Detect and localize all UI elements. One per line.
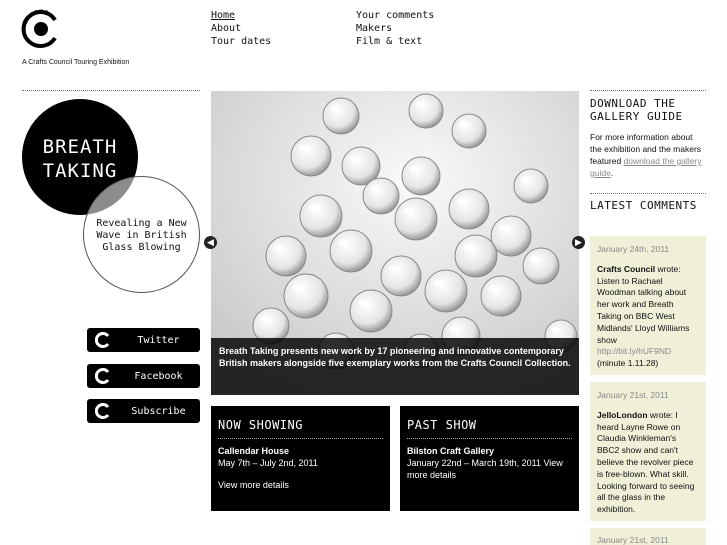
guide-heading: DOWNLOAD THE GALLERY GUIDE	[590, 97, 683, 123]
title-line-2: TAKING	[42, 160, 118, 182]
glass-bubble	[455, 235, 497, 277]
comment-item	[590, 382, 706, 521]
glass-bubble-highlight	[530, 256, 539, 261]
glass-bubble-highlight	[389, 265, 399, 271]
nav-tour-dates[interactable]: Tour dates	[211, 36, 272, 47]
past-show-heading: PAST SHOW	[407, 418, 572, 439]
divider-left	[22, 90, 200, 91]
glass-bubble-highlight	[459, 122, 468, 127]
comment-text: Listen to Rachael Woodman talking about her work and Breath Taking on BBC West Midlands' Lloyd Williams show	[597, 275, 690, 345]
comment-author[interactable]: Crafts Council	[597, 263, 656, 274]
glass-bubble	[452, 114, 486, 148]
glass-bubble	[409, 94, 443, 128]
glass-bubble-highlight	[299, 145, 309, 151]
guide-description: For more information about the exhibition and the makers featured	[590, 132, 702, 166]
now-showing-venue: Callendar House	[218, 446, 290, 456]
comment-item	[590, 236, 706, 375]
crafts-council-c-icon	[95, 368, 111, 384]
comment-verb: wrote:	[655, 263, 681, 274]
guide-text-end: .	[610, 168, 614, 178]
glass-bubble	[323, 98, 359, 134]
crafts-council-logo[interactable]	[20, 8, 62, 50]
glass-bubble-highlight	[410, 166, 420, 172]
subscribe-label: Subscribe	[131, 405, 186, 417]
glass-bubble	[491, 216, 531, 256]
twitter-label: Twitter	[137, 334, 180, 346]
comment-url-link[interactable]: http://bit.ly/hUF9ND	[597, 346, 672, 357]
glass-bubble-highlight	[293, 284, 304, 291]
comments-heading: LATEST COMMENTS	[590, 199, 697, 212]
glass-bubble	[330, 230, 372, 272]
crafts-council-c-icon	[95, 332, 111, 348]
carousel-next-arrow-icon[interactable]: ▶	[572, 236, 585, 249]
guide-text	[590, 131, 706, 179]
glass-bubble	[291, 136, 331, 176]
glass-bubble-highlight	[350, 156, 360, 162]
glass-bubble	[284, 274, 328, 318]
glass-bubble-highlight	[370, 186, 379, 191]
glass-bubble-highlight	[499, 225, 509, 231]
glass-bubble	[300, 195, 342, 237]
glass-bubble-highlight	[416, 102, 425, 107]
comment-item	[590, 528, 706, 545]
comment-tail: (minute 1.11.28)	[597, 358, 659, 369]
glass-bubble	[425, 270, 467, 312]
past-show-box[interactable]	[400, 406, 579, 511]
divider-comments	[590, 193, 706, 194]
glass-bubble-highlight	[260, 316, 269, 321]
download-guide-link[interactable]: download the gallery guide	[590, 156, 702, 178]
glass-bubble-highlight	[450, 326, 460, 332]
tagline: A Crafts Council Touring Exhibition	[22, 59, 130, 66]
nav-home[interactable]: Home	[211, 10, 236, 21]
comment-date: January 21st, 2011	[597, 535, 669, 545]
past-show-dates: January 22nd – March 19th, 2011	[407, 458, 541, 468]
glass-bubble-highlight	[457, 198, 467, 204]
nav-your-comments[interactable]: Your comments	[356, 10, 435, 21]
crafts-council-c-icon	[95, 403, 111, 419]
glass-bubble	[481, 276, 521, 316]
glass-bubble	[266, 236, 306, 276]
svg-text:CRAFTS: CRAFTS	[21, 8, 49, 26]
comment-date: January 21st, 2011	[597, 390, 669, 400]
past-show-more-link[interactable]: View more details	[407, 458, 563, 480]
comment-verb: wrote:	[647, 409, 674, 420]
glass-bubble-highlight	[489, 285, 499, 291]
past-show-details	[407, 457, 572, 481]
glass-bubble-highlight	[330, 106, 339, 111]
facebook-button[interactable]	[87, 364, 200, 388]
glass-bubble	[449, 189, 489, 229]
now-showing-dates: May 7th – July 2nd, 2011	[218, 458, 318, 468]
comment-date: January 24th, 2011	[597, 244, 670, 254]
nav-about[interactable]: About	[211, 23, 242, 34]
glass-bubble-highlight	[403, 207, 414, 213]
right-column	[590, 91, 706, 179]
glass-bubble-highlight	[521, 177, 530, 182]
hero-caption: Breath Taking presents new work by 17 pioneering and innovative contemporary British makers alongside five exemplary works from the Crafts Council Collection.	[211, 338, 579, 395]
past-show-venue: Bilston Craft Gallery	[407, 446, 495, 456]
nav-film-text[interactable]: Film & text	[356, 36, 423, 47]
glass-bubble-highlight	[551, 327, 559, 332]
glass-bubble-highlight	[433, 279, 444, 285]
glass-bubble	[395, 198, 437, 240]
exhibition-subtitle: Revealing a New Wave in British Glass Blowing	[83, 176, 200, 293]
glass-bubble-highlight	[463, 244, 474, 250]
subscribe-button[interactable]	[87, 399, 200, 423]
main-nav-col2	[356, 9, 434, 48]
glass-bubble-highlight	[308, 204, 319, 210]
now-showing-box[interactable]	[211, 406, 390, 511]
now-showing-heading: NOW SHOWING	[218, 418, 383, 439]
glass-bubble	[381, 256, 421, 296]
glass-bubble	[402, 157, 440, 195]
main-nav-col1	[211, 9, 271, 48]
comment-text: I heard Layne Rowe on Claudia Winkleman's BBC2 show and can't believe the revolver piece is free-blown. What skill. Looking forward to seeing all the glass in the exhibition.	[597, 409, 695, 515]
comment-author[interactable]: JelloLondon	[597, 409, 648, 420]
facebook-label: Facebook	[134, 370, 183, 382]
glass-bubble	[363, 178, 399, 214]
nav-makers[interactable]: Makers	[356, 23, 393, 34]
glass-bubble-highlight	[274, 245, 284, 251]
carousel-prev-arrow-icon[interactable]: ◀	[204, 236, 217, 249]
glass-bubble-highlight	[358, 299, 369, 305]
twitter-button[interactable]	[87, 328, 200, 352]
title-line-1: BREATH	[42, 136, 118, 158]
glass-bubble	[523, 248, 559, 284]
glass-bubble	[514, 169, 548, 203]
glass-bubble-highlight	[338, 239, 349, 245]
now-showing-more-link[interactable]: View more details	[218, 480, 289, 490]
glass-bubble	[350, 290, 392, 332]
